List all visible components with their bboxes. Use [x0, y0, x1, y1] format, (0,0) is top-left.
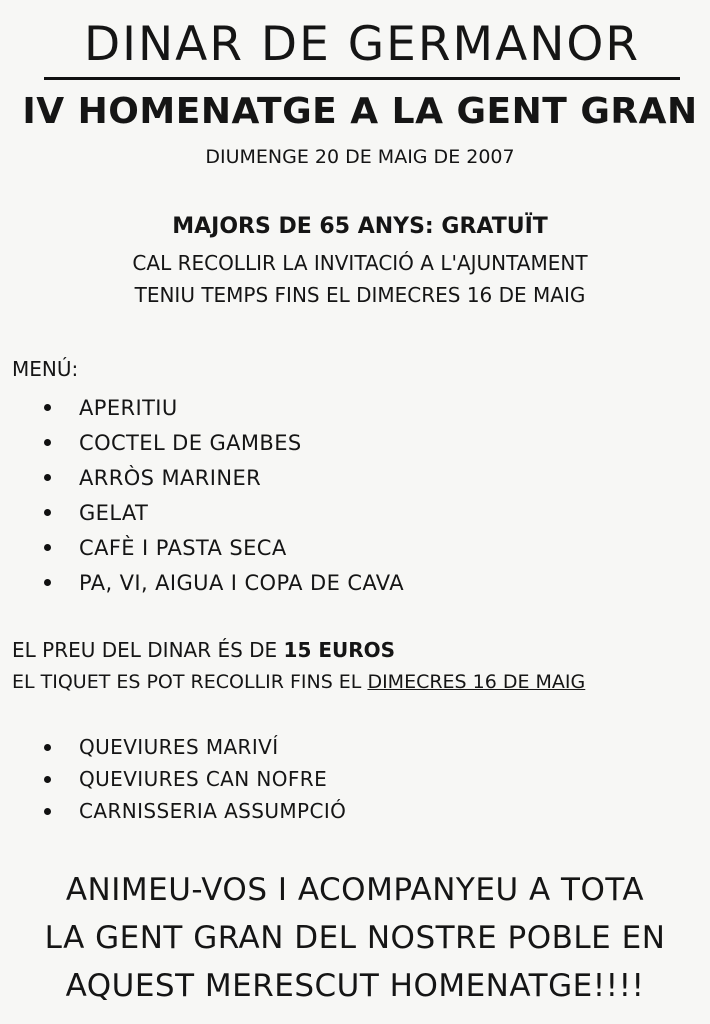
closing-line: AQUEST MERESCUT HOMENATGE!!!! [65, 968, 645, 1004]
free-notice: MAJORS DE 65 ANYS: GRATUÏT [172, 214, 548, 239]
menu-label: MENÚ: [12, 357, 79, 381]
menu-item [44, 425, 404, 460]
closing-message [10, 866, 700, 1010]
ticket-prefix: EL TIQUET ES POT RECOLLIR FINS EL [12, 671, 368, 693]
invitation-deadline-line: TENIU TEMPS FINS EL DIMECRES 16 DE MAIG [134, 283, 586, 307]
title-block [44, 16, 680, 80]
menu-item-label: ARRÒS MARINER [79, 465, 262, 490]
bullet-icon [44, 404, 51, 411]
page-title: DINAR DE GERMANOR [83, 17, 641, 72]
shop-item [44, 795, 346, 827]
price-prefix: EL PREU DEL DINAR ÉS DE [12, 638, 284, 662]
event-subtitle: IV HOMENATGE A LA GENT GRAN [22, 91, 698, 132]
menu-item [44, 495, 404, 530]
menu-item [44, 530, 404, 565]
bullet-icon [44, 544, 51, 551]
menu-item [44, 565, 404, 600]
shop-item-label: QUEVIURES CAN NOFRE [79, 767, 328, 791]
shop-item [44, 763, 346, 795]
bullet-icon [44, 776, 51, 783]
bullet-icon [44, 744, 51, 751]
menu-item-label: PA, VI, AIGUA I COPA DE CAVA [79, 570, 405, 595]
bullet-icon [44, 509, 51, 516]
title-underline [44, 77, 680, 80]
shop-list [44, 731, 346, 827]
ticket-line [12, 668, 585, 696]
invitation-collect-line: CAL RECOLLIR LA INVITACIÓ A L'AJUNTAMENT [132, 251, 588, 275]
menu-item [44, 390, 404, 425]
price-amount: 15 EUROS [283, 638, 396, 662]
menu-list [44, 390, 404, 600]
event-date: DIUMENGE 20 DE MAIG DE 2007 [205, 146, 515, 168]
shop-item [44, 731, 346, 763]
menu-item-label: CAFÈ I PASTA SECA [79, 535, 287, 560]
shop-item-label: CARNISSERIA ASSUMPCIÓ [79, 799, 347, 823]
shop-item-label: QUEVIURES MARIVÍ [79, 735, 279, 759]
menu-item-label: APERITIU [79, 395, 178, 420]
ticket-deadline: DIMECRES 16 DE MAIG [367, 671, 586, 693]
closing-line: LA GENT GRAN DEL NOSTRE POBLE EN [44, 920, 666, 956]
price-line [12, 636, 395, 664]
menu-item-label: COCTEL DE GAMBES [79, 430, 302, 455]
bullet-icon [44, 579, 51, 586]
bullet-icon [44, 474, 51, 481]
bullet-icon [44, 808, 51, 815]
bullet-icon [44, 439, 51, 446]
menu-item-label: GELAT [79, 500, 149, 525]
closing-line: ANIMEU-VOS I ACOMPANYEU A TOTA [65, 872, 645, 908]
menu-item [44, 460, 404, 495]
